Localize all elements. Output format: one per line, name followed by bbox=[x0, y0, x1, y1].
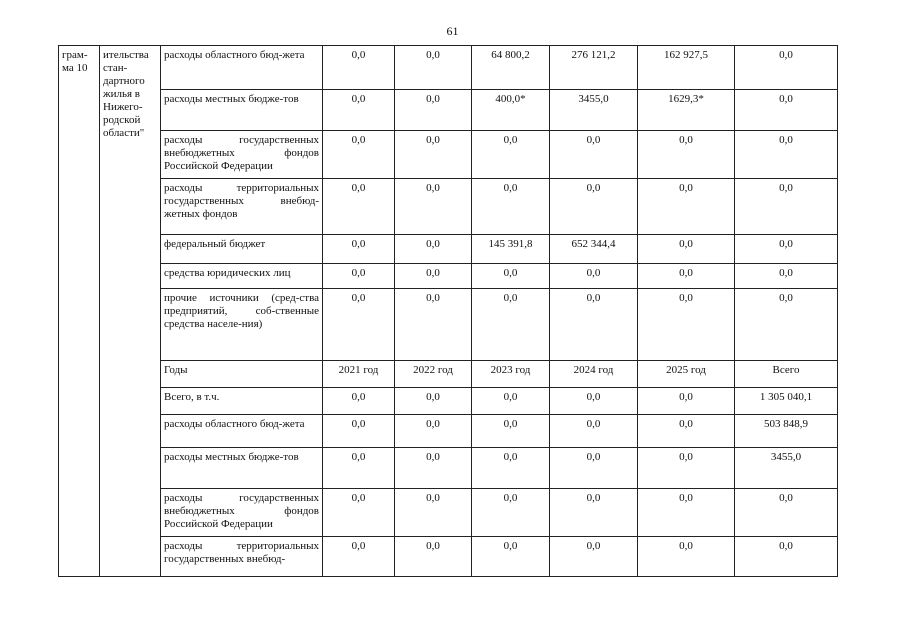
year-value-cell: 0,0 bbox=[323, 46, 395, 90]
year-value-cell: 0,0 bbox=[395, 264, 472, 289]
funding-source-label: федеральный бюджет bbox=[161, 235, 323, 264]
year-value-cell: 0,0 bbox=[550, 264, 638, 289]
table-row bbox=[59, 289, 838, 361]
year-value-cell: 0,0 bbox=[550, 489, 638, 537]
funding-source-label: расходы местных бюдже-тов bbox=[161, 90, 323, 131]
year-value-cell: 2022 год bbox=[395, 361, 472, 388]
year-value-cell: 0,0 bbox=[395, 46, 472, 90]
year-value-cell: 0,0 bbox=[323, 179, 395, 235]
year-value-cell: 0,0 bbox=[472, 388, 550, 415]
total-value-cell: 503 848,9 bbox=[735, 415, 838, 448]
year-value-cell: 0,0 bbox=[323, 235, 395, 264]
year-value-cell: 652 344,4 bbox=[550, 235, 638, 264]
budget-table bbox=[58, 45, 838, 577]
total-value-cell: 0,0 bbox=[735, 264, 838, 289]
year-value-cell: 0,0 bbox=[323, 537, 395, 577]
total-value-cell: 0,0 bbox=[735, 235, 838, 264]
year-value-cell: 0,0 bbox=[638, 235, 735, 264]
total-value-cell: 0,0 bbox=[735, 90, 838, 131]
year-value-cell: 145 391,8 bbox=[472, 235, 550, 264]
total-value-cell: 0,0 bbox=[735, 489, 838, 537]
year-value-cell: 0,0 bbox=[323, 388, 395, 415]
year-value-cell: 0,0 bbox=[550, 179, 638, 235]
year-value-cell: 0,0 bbox=[550, 388, 638, 415]
program-name-cell: ительства стан-дартного жилья в Нижего-родской области" bbox=[100, 46, 161, 577]
funding-source-label: Годы bbox=[161, 361, 323, 388]
table-row bbox=[59, 537, 838, 577]
table-row bbox=[59, 46, 838, 90]
year-value-cell: 0,0 bbox=[638, 289, 735, 361]
year-value-cell: 0,0 bbox=[472, 131, 550, 179]
year-value-cell: 2021 год bbox=[323, 361, 395, 388]
year-value-cell: 0,0 bbox=[638, 264, 735, 289]
year-value-cell: 0,0 bbox=[472, 179, 550, 235]
year-value-cell: 0,0 bbox=[472, 489, 550, 537]
year-value-cell: 3455,0 bbox=[550, 90, 638, 131]
year-value-cell: 0,0 bbox=[638, 415, 735, 448]
table-row bbox=[59, 90, 838, 131]
year-value-cell: 0,0 bbox=[638, 537, 735, 577]
year-value-cell: 2025 год bbox=[638, 361, 735, 388]
table-row bbox=[59, 235, 838, 264]
table-row bbox=[59, 489, 838, 537]
table-row bbox=[59, 388, 838, 415]
total-value-cell: Всего bbox=[735, 361, 838, 388]
year-value-cell: 0,0 bbox=[323, 90, 395, 131]
table-row bbox=[59, 415, 838, 448]
funding-source-label: расходы государственных внебюджетных фондов Российской Федерации bbox=[161, 489, 323, 537]
year-value-cell: 0,0 bbox=[323, 289, 395, 361]
year-value-cell: 0,0 bbox=[395, 415, 472, 448]
year-value-cell: 0,0 bbox=[395, 179, 472, 235]
total-value-cell: 3455,0 bbox=[735, 448, 838, 489]
year-value-cell: 0,0 bbox=[638, 448, 735, 489]
table-body bbox=[59, 46, 838, 577]
year-value-cell: 0,0 bbox=[323, 415, 395, 448]
year-value-cell: 0,0 bbox=[323, 489, 395, 537]
year-value-cell: 0,0 bbox=[472, 448, 550, 489]
year-value-cell: 0,0 bbox=[395, 537, 472, 577]
year-value-cell: 0,0 bbox=[550, 537, 638, 577]
year-value-cell: 0,0 bbox=[550, 131, 638, 179]
year-value-cell: 0,0 bbox=[472, 537, 550, 577]
year-value-cell: 0,0 bbox=[638, 179, 735, 235]
year-value-cell: 276 121,2 bbox=[550, 46, 638, 90]
funding-source-label: средства юридических лиц bbox=[161, 264, 323, 289]
total-value-cell: 0,0 bbox=[735, 131, 838, 179]
total-value-cell: 0,0 bbox=[735, 289, 838, 361]
table-row bbox=[59, 131, 838, 179]
year-value-cell: 0,0 bbox=[472, 415, 550, 448]
funding-source-label: расходы государственных внебюджетных фондов Российской Федерации bbox=[161, 131, 323, 179]
total-value-cell: 0,0 bbox=[735, 46, 838, 90]
funding-source-label: расходы местных бюдже-тов bbox=[161, 448, 323, 489]
year-value-cell: 0,0 bbox=[550, 415, 638, 448]
year-value-cell: 2024 год bbox=[550, 361, 638, 388]
page-number: 61 bbox=[446, 24, 459, 38]
funding-source-label: расходы областного бюд-жета bbox=[161, 46, 323, 90]
year-value-cell: 0,0 bbox=[395, 90, 472, 131]
total-value-cell: 0,0 bbox=[735, 179, 838, 235]
year-value-cell: 0,0 bbox=[395, 235, 472, 264]
year-value-cell: 0,0 bbox=[550, 448, 638, 489]
year-value-cell: 64 800,2 bbox=[472, 46, 550, 90]
year-value-cell: 0,0 bbox=[638, 489, 735, 537]
year-value-cell: 400,0* bbox=[472, 90, 550, 131]
year-value-cell: 1629,3* bbox=[638, 90, 735, 131]
funding-source-label: расходы территориальных государственных внебюд-жетных фондов bbox=[161, 179, 323, 235]
year-value-cell: 0,0 bbox=[323, 131, 395, 179]
year-value-cell: 0,0 bbox=[395, 489, 472, 537]
year-value-cell: 0,0 bbox=[323, 264, 395, 289]
funding-source-label: прочие источники (сред-ства предприятий, соб-ственные средства населе-ния) bbox=[161, 289, 323, 361]
table-row bbox=[59, 179, 838, 235]
year-value-cell: 0,0 bbox=[395, 448, 472, 489]
year-value-cell: 0,0 bbox=[395, 131, 472, 179]
table-row bbox=[59, 361, 838, 388]
year-value-cell: 0,0 bbox=[472, 264, 550, 289]
year-value-cell: 0,0 bbox=[395, 388, 472, 415]
total-value-cell: 1 305 040,1 bbox=[735, 388, 838, 415]
year-value-cell: 2023 год bbox=[472, 361, 550, 388]
funding-source-label: расходы территориальных государственных внебюд- bbox=[161, 537, 323, 577]
funding-source-label: расходы областного бюд-жета bbox=[161, 415, 323, 448]
year-value-cell: 0,0 bbox=[638, 388, 735, 415]
total-value-cell: 0,0 bbox=[735, 537, 838, 577]
year-value-cell: 0,0 bbox=[550, 289, 638, 361]
year-value-cell: 162 927,5 bbox=[638, 46, 735, 90]
program-number-cell: грам-ма 10 bbox=[59, 46, 100, 577]
table-row bbox=[59, 264, 838, 289]
year-value-cell: 0,0 bbox=[472, 289, 550, 361]
funding-source-label: Всего, в т.ч. bbox=[161, 388, 323, 415]
table-row bbox=[59, 448, 838, 489]
year-value-cell: 0,0 bbox=[638, 131, 735, 179]
year-value-cell: 0,0 bbox=[323, 448, 395, 489]
year-value-cell: 0,0 bbox=[395, 289, 472, 361]
